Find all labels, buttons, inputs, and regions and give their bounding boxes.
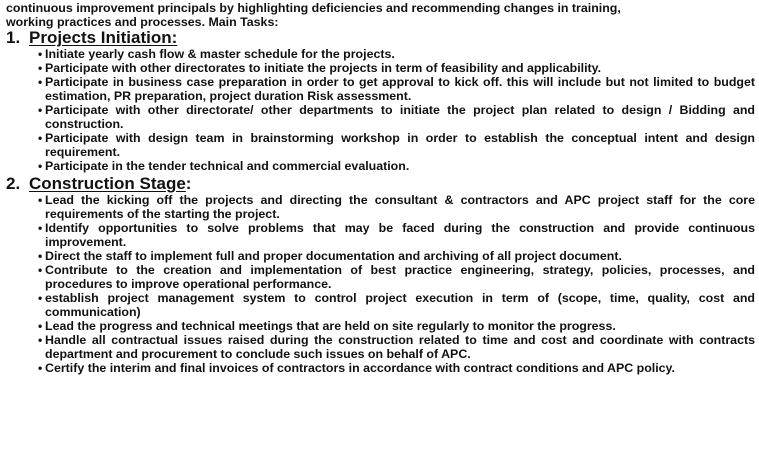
section-heading-construction-stage <box>6 175 755 193</box>
list-item <box>38 221 755 249</box>
list-item-text: Participate with other directorates to initiate the projects in term of feasibility and applicability. <box>45 61 602 75</box>
list-item <box>38 61 755 75</box>
list-item-text: Handle all contractual issues raised during the construction related to time and cost and coordinate with contracts department and procurement to conclude such issues on behalf of APC. <box>45 333 755 361</box>
bullet-icon: • <box>38 291 43 305</box>
list-item-text: establish project management system to control project execution in term of (scope, time, quality, cost and communication) <box>45 291 755 319</box>
bullet-icon: • <box>38 193 43 207</box>
bullet-icon: • <box>38 103 43 117</box>
intro-line-1: continuous improvement principals by highlighting deficiencies and recommending changes in training, <box>6 1 621 15</box>
section-heading-projects-initiation <box>6 29 755 47</box>
bullet-icon: • <box>38 131 43 145</box>
bullet-icon: • <box>38 319 43 333</box>
task-list-projects-initiation <box>6 47 755 173</box>
section-title-suffix: : <box>185 174 192 193</box>
list-item-text: Identify opportunities to solve problems that may be faced during the construction and provide continuous improvement. <box>45 221 755 249</box>
list-item <box>38 47 755 61</box>
bullet-icon: • <box>38 263 43 277</box>
list-item <box>38 291 755 319</box>
bullet-icon: • <box>38 61 43 75</box>
list-item <box>38 333 755 361</box>
intro-line-2: working practices and processes. Main Tasks: <box>6 15 279 29</box>
list-item-text: Participate with other directorate/ other departments to initiate the project plan related to design / Bidding and construction. <box>45 103 755 131</box>
list-item-text: Contribute to the creation and implementation of best practice engineering, strategy, policies, processes, and procedures to improve operational performance. <box>45 263 755 291</box>
bullet-icon: • <box>38 75 43 89</box>
list-item-text: Initiate yearly cash flow & master schedule for the projects. <box>45 47 395 61</box>
list-item <box>38 249 755 263</box>
list-item-text: Participate in the tender technical and commercial evaluation. <box>45 159 410 173</box>
bullet-icon: • <box>38 47 43 61</box>
list-item <box>38 361 755 375</box>
task-list-construction-stage <box>6 193 755 375</box>
bullet-icon: • <box>38 333 43 347</box>
list-item-text: Lead the progress and technical meetings that are held on site regularly to monitor the progress. <box>45 319 616 333</box>
list-item-text: Certify the interim and final invoices of contractors in accordance with contract conditions and APC policy. <box>45 361 675 375</box>
section-number: 2. <box>6 174 21 193</box>
bullet-icon: • <box>38 361 43 375</box>
section-title: Construction Stage <box>29 174 186 193</box>
bullet-icon: • <box>38 249 43 263</box>
list-item-text: Direct the staff to implement full and proper documentation and archiving of all project document. <box>45 249 622 263</box>
document-page <box>6 0 755 375</box>
section-title: Projects Initiation: <box>29 28 178 47</box>
list-item <box>38 159 755 173</box>
list-item <box>38 263 755 291</box>
list-item <box>38 103 755 131</box>
bullet-icon: • <box>38 221 43 235</box>
list-item <box>38 319 755 333</box>
list-item-text: Lead the kicking off the projects and directing the consultant & contractors and APC project staff for the core requirements of the starting the project. <box>45 193 755 221</box>
list-item <box>38 75 755 103</box>
bullet-icon: • <box>38 159 43 173</box>
list-item <box>38 193 755 221</box>
list-item <box>38 131 755 159</box>
list-item-text: Participate in business case preparation in order to get approval to kick off. this will include but not limited to budget estimation, PR preparation, project duration Risk assessment. <box>45 75 755 103</box>
section-number: 1. <box>6 28 21 47</box>
intro-paragraph <box>6 0 755 29</box>
list-item-text: Participate with design team in brainstorming workshop in order to establish the conceptual intent and design requirement. <box>45 131 755 159</box>
